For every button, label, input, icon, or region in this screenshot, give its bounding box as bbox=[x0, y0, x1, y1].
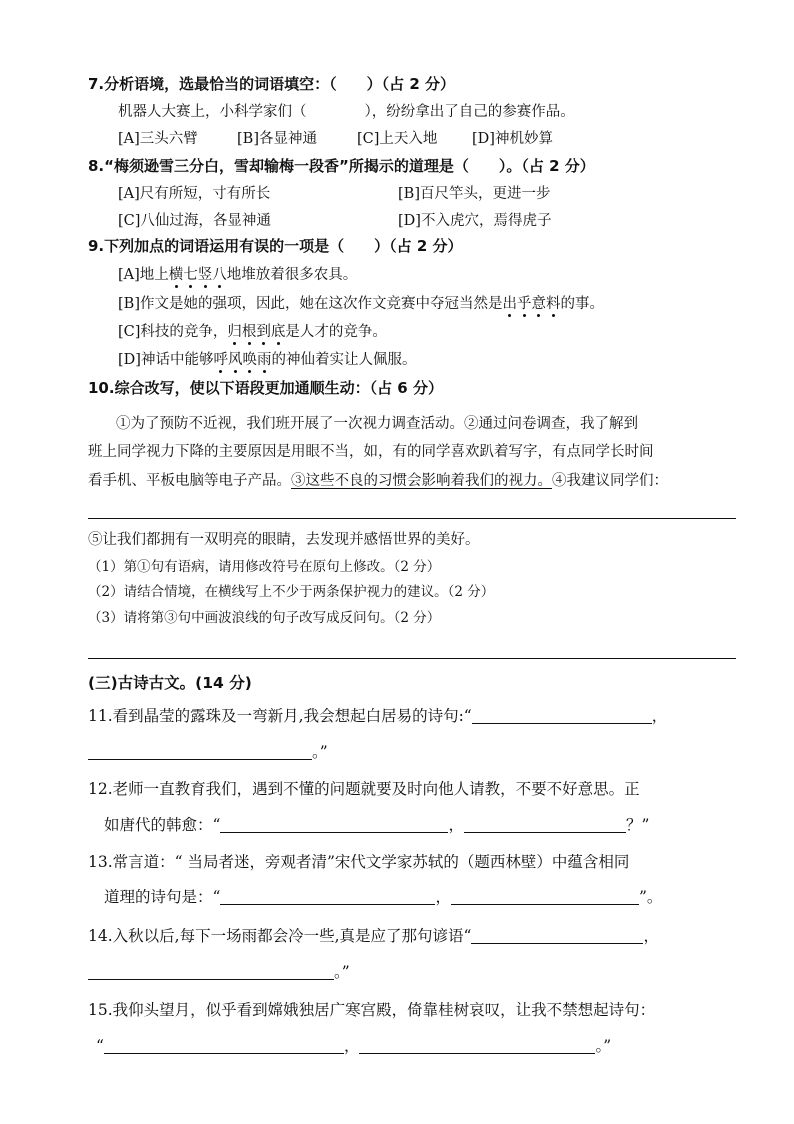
q12-blank-2[interactable] bbox=[464, 816, 626, 833]
q12-line-1: 12.老师一直教育我们，遇到不懂的问题就要及时向他人请教，不要不好意思。正 bbox=[88, 780, 640, 798]
q10-stem: 10.综合改写，使以下语段更加通顺生动：（占 6 分） bbox=[88, 379, 443, 397]
q10-p3-post: ④我建议同学们： bbox=[552, 473, 668, 489]
q9-a-post: 地堆放着很多农具。 bbox=[226, 267, 358, 283]
emphasis-dot-char: 八 bbox=[212, 267, 227, 283]
q9-a-pre: [A]地上 bbox=[118, 267, 169, 283]
q11-text: 11.看到晶莹的露珠及一弯新月,我会想起白居易的诗句:“ bbox=[88, 707, 472, 725]
q9-option-b[interactable] bbox=[118, 294, 604, 314]
q9-b-post: 的事。 bbox=[560, 296, 604, 312]
q14-blank-1[interactable] bbox=[471, 927, 643, 944]
emphasis-dot-char: 竖 bbox=[197, 267, 213, 283]
emphasis-dot-char: 出 bbox=[502, 296, 517, 312]
q11-blank-1[interactable] bbox=[472, 707, 652, 724]
q12-end: ？” bbox=[625, 816, 650, 834]
q9-option-a[interactable] bbox=[118, 265, 357, 285]
emphasis-dot-char: 料 bbox=[545, 296, 561, 312]
q9-d-post: 的神仙着实让人佩服。 bbox=[271, 352, 417, 368]
emphasis-dot-char: 到 bbox=[256, 324, 271, 340]
q14-blank-2[interactable] bbox=[88, 963, 334, 980]
q8-option-d[interactable]: [D]不入虎穴，焉得虎子 bbox=[398, 213, 552, 229]
q7-option-a[interactable]: [A]三头六臂 bbox=[118, 131, 198, 147]
q11-end: 。” bbox=[312, 743, 328, 761]
q15-blank-1[interactable] bbox=[104, 1037, 344, 1054]
q15-comma: ， bbox=[343, 1037, 360, 1055]
q10-paragraph-line-4: ⑤让我们都拥有一双明亮的眼睛，去发现并感悟世界的美好。 bbox=[88, 532, 480, 548]
q14-line-1 bbox=[88, 925, 659, 947]
q8-option-a[interactable]: [A]尺有所短，寸有所长 bbox=[118, 186, 271, 202]
emphasis-dot-char: 呼 bbox=[213, 352, 228, 368]
q10-rewrite-answer-line[interactable] bbox=[88, 658, 736, 659]
q15-line-1: 15.我仰头望月，似乎看到嫦娥独居广寒宫殿，倚靠桂树哀叹，让我不禁想起诗句： bbox=[88, 1001, 656, 1019]
q14-text: 14.入秋以后,每下一场雨都会冷一些,真是应了那句谚语“ bbox=[88, 927, 472, 945]
q10-subquestion-2: （2）请结合情境，在横线写上不少于两条保护视力的建议。（2 分） bbox=[88, 584, 495, 600]
q9-b-dotted bbox=[502, 296, 560, 312]
q9-option-d[interactable] bbox=[118, 350, 416, 370]
q10-suggestion-answer-line[interactable] bbox=[88, 518, 736, 519]
q14-line-2 bbox=[88, 961, 350, 983]
q13-line-2 bbox=[104, 886, 662, 908]
q10-subquestion-3: （3）请将第③句中画波浪线的句子改写成反问句。（2 分） bbox=[88, 610, 441, 626]
q10-subquestion-1: （1）第①句有语病，请用修改符号在原句上修改。（2 分） bbox=[88, 559, 441, 575]
q7-option-b[interactable]: [B]各显神通 bbox=[237, 131, 317, 147]
q10-p3-pre: 看手机、平板电脑等电子产品。 bbox=[88, 473, 291, 489]
q10-paragraph-line-1: ①为了预防不近视，我们班开展了一次视力调查活动。②通过问卷调查，我了解到 bbox=[116, 416, 638, 432]
q12-blank-1[interactable] bbox=[220, 816, 448, 833]
emphasis-dot-char: 意 bbox=[531, 296, 546, 312]
q15-blank-2[interactable] bbox=[359, 1037, 595, 1054]
q12-comma: ， bbox=[448, 816, 464, 834]
emphasis-dot-char: 风 bbox=[227, 352, 243, 368]
q7-stem: 7.分析语境，选最恰当的词语填空：（ ）（占 2 分） bbox=[88, 75, 456, 93]
emphasis-dot-char: 底 bbox=[270, 324, 286, 340]
q9-c-post: 是人才的竞争。 bbox=[285, 324, 387, 340]
emphasis-dot-char: 乎 bbox=[516, 296, 532, 312]
q8-option-b[interactable]: [B]百尺竿头，更进一步 bbox=[398, 186, 551, 202]
emphasis-dot-char: 七 bbox=[183, 267, 198, 283]
emphasis-dot-char: 归 bbox=[227, 324, 242, 340]
q15-line-2 bbox=[96, 1035, 611, 1057]
q11-line-1 bbox=[88, 705, 667, 727]
q9-b-pre: [B]作文是她的强项，因此，她在这次作文竞赛中夺冠当然是 bbox=[118, 296, 503, 312]
q10-paragraph-line-3 bbox=[88, 471, 668, 491]
q7-option-c[interactable]: [C]上天入地 bbox=[357, 131, 438, 147]
q12-line-2 bbox=[104, 814, 649, 836]
q9-d-dotted bbox=[213, 352, 271, 368]
q9-option-c[interactable] bbox=[118, 322, 387, 342]
section-3-title: (三)古诗古文。(14 分) bbox=[88, 674, 252, 692]
q13-end: ”。 bbox=[638, 888, 663, 906]
q10-sentence-3-underlined: ③这些不良的习惯会影响着我们的视力。 bbox=[291, 473, 552, 489]
q15-prefix: “ bbox=[96, 1037, 104, 1055]
q13-line-1: 13.常言道：“ 当局者迷，旁观者清”宋代文学家苏轼的（题西林壁）中蕴含相同 bbox=[88, 853, 630, 871]
q8-stem: 8.“梅须逊雪三分白，雪却输梅一段香”所揭示的道理是（ ）。（占 2 分） bbox=[88, 157, 595, 175]
q11-line-2 bbox=[88, 741, 328, 763]
q12-prefix: 如唐代的韩愈：“ bbox=[104, 816, 221, 834]
q9-c-dotted bbox=[227, 324, 285, 340]
q9-stem: 9.下列加点的词语运用有误的一项是（ ）（占 2 分） bbox=[88, 237, 463, 255]
q10-paragraph-line-2: 班上同学视力下降的主要原因是用眼不当，如，有的同学喜欢趴着写字，有点同学长时间 bbox=[88, 444, 654, 460]
q15-end: 。” bbox=[595, 1037, 612, 1055]
q13-blank-1[interactable] bbox=[220, 888, 435, 905]
q14-comma: ， bbox=[643, 927, 659, 945]
q8-option-c[interactable]: [C]八仙过海，各显神通 bbox=[118, 213, 271, 229]
q13-comma: ， bbox=[435, 888, 451, 906]
q14-end: 。” bbox=[334, 963, 350, 981]
emphasis-dot-char: 雨 bbox=[256, 352, 272, 368]
q9-d-pre: [D]神话中能够 bbox=[118, 352, 214, 368]
emphasis-dot-char: 横 bbox=[168, 267, 184, 283]
q13-blank-2[interactable] bbox=[451, 888, 639, 905]
emphasis-dot-char: 唤 bbox=[242, 352, 257, 368]
q9-a-dotted bbox=[169, 267, 227, 283]
q11-comma: ， bbox=[651, 707, 668, 725]
q7-sentence: 机器人大赛上，小科学家们（ ），纷纷拿出了自己的参赛作品。 bbox=[118, 104, 575, 120]
q9-c-pre: [C]科技的竞争， bbox=[118, 324, 228, 340]
q7-option-d[interactable]: [D]神机妙算 bbox=[472, 131, 553, 147]
q11-blank-2[interactable] bbox=[88, 743, 312, 760]
emphasis-dot-char: 根 bbox=[241, 324, 257, 340]
q13-prefix: 道理的诗句是：“ bbox=[104, 888, 221, 906]
